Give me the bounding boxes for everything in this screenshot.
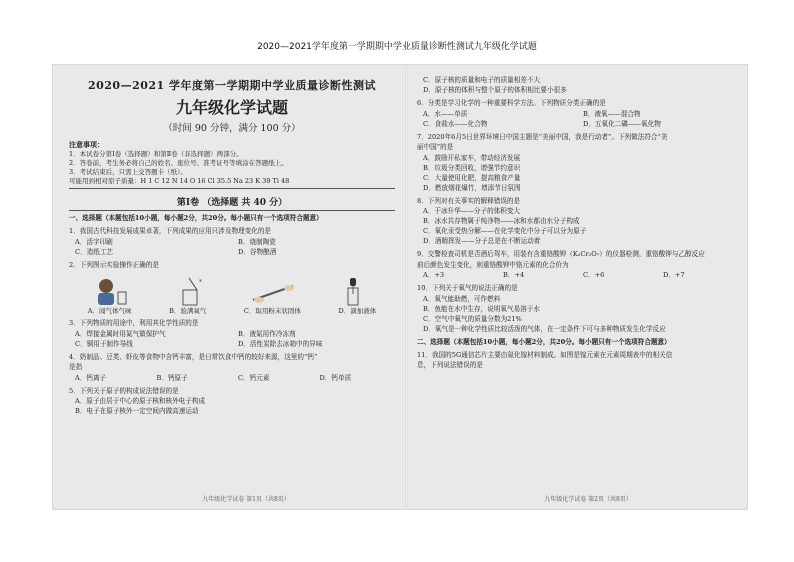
question-4-options bbox=[69, 373, 395, 383]
option-b: B．垃圾分类回收，增强节约意识 bbox=[423, 163, 521, 172]
option-a: A．活字印刷 bbox=[75, 237, 113, 246]
question-7-cont: 丽中国”的是 bbox=[417, 143, 454, 151]
option-b: B．验满氧气 bbox=[169, 307, 207, 315]
option-a: A．原子由居于中心的原子核和核外电子构成 bbox=[75, 397, 206, 405]
page-footer-left: 九年级化学试卷 第1页（共8页） bbox=[202, 496, 290, 503]
exam-page-right bbox=[407, 65, 748, 510]
question-5: 5．下列关于原子的构成说法错误的是 bbox=[69, 386, 179, 395]
option-b: B．液氮用作冷冻剂 bbox=[238, 329, 296, 338]
exam-page-left bbox=[53, 65, 407, 510]
section-instructions: 一、选择题（本题包括10小题，每小题2分，共20分。每小题只有一个选项符合题意） bbox=[69, 214, 323, 222]
question-11-cont: 息，下列说法错误的是 bbox=[417, 361, 483, 369]
question-3-options bbox=[69, 329, 395, 349]
document-header: 2020—2021学年度第一学期期中学业质量诊断性测试九年级化学试题 bbox=[257, 42, 537, 52]
option-b: B．钙原子 bbox=[156, 373, 188, 382]
option-a: A．氧气能助燃，可作燃料 bbox=[423, 294, 501, 303]
option-c: C．钙元素 bbox=[238, 373, 270, 382]
option-a: A．钙离子 bbox=[75, 373, 107, 382]
option-a: A．水——单质 bbox=[423, 109, 468, 118]
question-2-options bbox=[69, 306, 395, 315]
question-8-options bbox=[417, 206, 737, 246]
option-d: D．活性炭除去冰箱中的异味 bbox=[238, 339, 323, 348]
option-d: D．+7 bbox=[663, 271, 685, 279]
option-d: D．原子核的体积与整个原子的体积相比要小很多 bbox=[423, 86, 567, 94]
option-a: A．干冰升华——分子的体积变大 bbox=[423, 207, 521, 215]
svg-text:*: * bbox=[199, 279, 203, 286]
page-footer-right: 九年级化学试卷 第2页（共8页） bbox=[544, 496, 632, 503]
option-c: C．+6 bbox=[583, 271, 605, 279]
option-a: A．闻气体气味 bbox=[87, 307, 132, 315]
question-7-options bbox=[417, 153, 737, 193]
option-d: D．酒精挥发——分子总是在不断运动着 bbox=[423, 237, 541, 245]
option-c: C．铜用于制作导线 bbox=[75, 339, 133, 348]
note-atomic-masses: 可能用到相对原子质量：H 1 C 12 N 14 O 16 Cl 35.5 Na 23 K 39 Ti 48 bbox=[69, 177, 290, 185]
exam-title-main: 九年级化学试题 bbox=[175, 98, 288, 117]
question-2-figures bbox=[69, 274, 395, 306]
question-1: 1．我国古代科技发展成果卓著，下列成果的应用只涉及物理变化的是 bbox=[69, 227, 272, 235]
option-a: A．焊接金属时用氮气做保护气 bbox=[75, 329, 166, 338]
option-c: C．氧化汞受热分解——在化学变化中分子可以分为原子 bbox=[423, 227, 587, 235]
section-heading: 第Ⅰ卷 （选择题 共 40 分） bbox=[176, 198, 288, 208]
option-d: D．五氧化二磷——氧化物 bbox=[583, 119, 661, 128]
option-b: B．液氧——混合物 bbox=[583, 109, 641, 118]
option-b: B．冰水共存物属于纯净物——冰和水都由水分子构成 bbox=[423, 217, 580, 225]
oxygen-test-figure bbox=[167, 276, 215, 306]
question-10: 10．下列关于氧气的说法正确的是 bbox=[417, 284, 518, 292]
section-2-instructions: 二、选择题（本题包括10小题，每小题2分，共20分。每小题只有一个选项符合题意） bbox=[417, 337, 671, 346]
question-8: 8．下列对有关事实的解释错误的是 bbox=[417, 196, 521, 205]
exam-photo bbox=[52, 64, 748, 510]
option-d: D．滴加液体 bbox=[338, 307, 377, 315]
option-c: C．造纸工艺 bbox=[75, 247, 114, 256]
question-9: 9．交警检查司机是否酒后驾车，用装有含重铬酸钾（K₂Cr₂O₇）的仪器检测，重铬酸钾与乙醇反应 bbox=[417, 250, 705, 258]
option-d: D．谷物酿酒 bbox=[238, 247, 277, 256]
option-b: B．烧制陶瓷 bbox=[238, 237, 276, 246]
notes-title: 注意事项： bbox=[69, 140, 104, 149]
question-5-options bbox=[69, 396, 395, 416]
question-6: 6．分类是学习化学的一种重要科学方法。下列物质分类正确的是 bbox=[417, 99, 606, 107]
note-line: 2．答卷前，考生务必将自己的姓名、座位号、准考证号等填涂在答题纸上。 bbox=[69, 159, 288, 167]
option-d: D．钙单质 bbox=[319, 373, 352, 382]
smell-gas-figure bbox=[86, 276, 134, 306]
option-a: A．鼓励开私家车，带动经济发展 bbox=[423, 153, 521, 162]
question-7: 7．2020年6月5日世界环境日中国主题是“美丽中国，我是行动者”。下列做法符合“美 bbox=[417, 132, 668, 141]
option-c: C．空气中氧气的质量分数为21% bbox=[423, 314, 522, 323]
drip-liquid-figure bbox=[330, 276, 378, 306]
note-line: 1．本试卷分第Ⅰ卷（选择题）和第Ⅱ卷（非选择题）两部分。 bbox=[69, 150, 243, 158]
powder-solid-figure bbox=[249, 276, 297, 306]
question-3: 3．下列物质的用途中，利用其化学性质的是 bbox=[69, 319, 199, 327]
question-9-options bbox=[417, 270, 737, 280]
option-b: B．鱼能在水中生存，说明氧气易溶于水 bbox=[423, 304, 540, 313]
question-6-options bbox=[417, 109, 737, 129]
option-c: C．大量使用化肥，提高粮食产量 bbox=[423, 173, 521, 182]
option-d: D．氧气是一种化学性质比较活泼的气体，在一定条件下可与多种物质发生化学反应 bbox=[423, 324, 666, 333]
option-c: C．原子核的质量和电子的质量相差不大 bbox=[423, 76, 541, 84]
option-b: B．电子在原子核外一定空间内做高速运动 bbox=[75, 407, 199, 415]
option-c: C．食盐水——化合物 bbox=[423, 119, 488, 128]
question-1-options bbox=[69, 237, 395, 257]
question-9-cont: 前后颜色发生变化，则重铬酸钾中铬元素的化合价为 bbox=[417, 260, 569, 269]
question-11: 11．我国的5G通信芯片主要由氮化镓材料制成。如图是镓元素在元素周期表中的相关信 bbox=[417, 350, 673, 359]
question-2: 2．下列图示实验操作正确的是 bbox=[69, 260, 159, 269]
divider bbox=[69, 188, 395, 189]
divider bbox=[69, 210, 395, 211]
question-5-options-cont bbox=[417, 75, 737, 95]
exam-time-score: （时间 90 分钟，满分 100 分） bbox=[163, 123, 301, 134]
option-c: C．取用粉末状固体 bbox=[243, 307, 301, 315]
question-4-cont: 是指 bbox=[69, 363, 83, 371]
exam-title-line1: 2020—2021 学年度第一学期期中学业质量诊断性测试 bbox=[87, 79, 377, 92]
note-line: 3．考试结束后，只需上交答题卡（纸）。 bbox=[69, 168, 187, 176]
option-a: A．+3 bbox=[423, 271, 445, 279]
option-d: D．燃放烟花爆竹，增添节日氛围 bbox=[423, 183, 521, 192]
option-b: B．+4 bbox=[503, 271, 525, 279]
question-4: 4．奶制品、豆类、虾皮等食物中含钙丰富，是日常饮食中钙的较好来源，这里的“钙” bbox=[69, 352, 318, 361]
question-10-options bbox=[417, 294, 737, 334]
